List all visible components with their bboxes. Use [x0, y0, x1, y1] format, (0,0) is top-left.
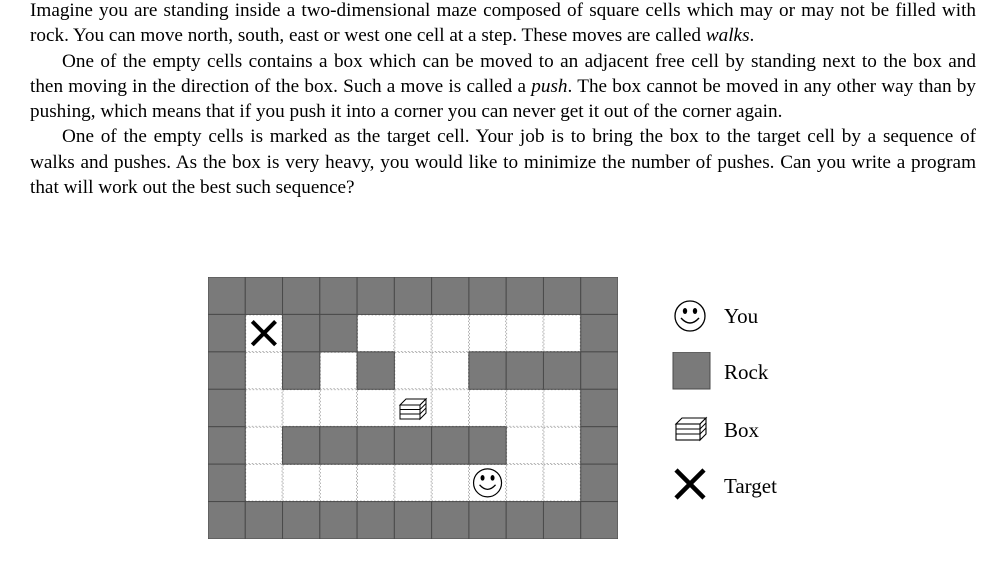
- text-run: One of the empty cells is marked as the target cell. Your job is to bring the box to the target cell by a sequence of walks and pushes. As the box is very heavy, you would like to minimize the number of pushes. Can you write a program that will work out the best such sequence?: [30, 126, 976, 199]
- rock-cell: [357, 502, 394, 539]
- rock-cell: [208, 502, 245, 539]
- italic-term: push: [531, 75, 568, 97]
- rock-cell: [432, 277, 469, 314]
- rock-icon: [672, 352, 712, 392]
- rock-cell: [581, 277, 618, 314]
- free-cell: [358, 465, 394, 501]
- rock-cell: [543, 352, 580, 389]
- free-cell: [507, 427, 543, 463]
- box-icon: [672, 410, 712, 450]
- free-cell: [544, 465, 580, 501]
- rock-cell: [581, 502, 618, 539]
- rock-cell: [320, 502, 357, 539]
- rock-cell: [357, 352, 394, 389]
- free-cell: [395, 352, 431, 388]
- legend-label-you: You: [724, 304, 759, 328]
- maze-grid: [208, 277, 618, 539]
- rock-cell: [581, 464, 618, 501]
- free-cell: [469, 315, 505, 351]
- italic-term: walks: [705, 25, 750, 47]
- free-cell: [358, 390, 394, 426]
- rock-cell: [581, 389, 618, 426]
- free-cell: [432, 315, 468, 351]
- rock-cell: [432, 427, 469, 464]
- text-run: . The box cannot be moved in any other way than by pushing, which means that if you push it into a corner you can never get it out of the corner again.: [30, 75, 976, 123]
- rock-cell: [469, 352, 506, 389]
- rock-cell: [320, 314, 357, 351]
- free-cell: [507, 390, 543, 426]
- maze-figure: [208, 277, 618, 539]
- rock-cell: [208, 427, 245, 464]
- smiley-icon: [672, 296, 712, 336]
- box-icon: [400, 399, 426, 419]
- rock-cell: [581, 314, 618, 351]
- rock-cell: [320, 427, 357, 464]
- text-run: One of the empty cells contains a box which can be moved to an adjacent free cell by standing next to the box and then moving in the direction of the box. Such a move is called a: [30, 50, 976, 97]
- free-cell: [544, 390, 580, 426]
- legend-item-you: [672, 296, 872, 336]
- free-cell: [432, 465, 468, 501]
- paragraph-walks: [30, 0, 976, 49]
- free-cell: [320, 465, 356, 501]
- free-cell: [432, 390, 468, 426]
- rock-cell: [506, 277, 543, 314]
- legend-label-rock: Rock: [724, 360, 769, 384]
- free-cell: [320, 352, 356, 388]
- rock-cell: [357, 277, 394, 314]
- rock-cell: [245, 502, 282, 539]
- rock-cell: [469, 502, 506, 539]
- rock-cell: [506, 352, 543, 389]
- target-x-icon: [672, 466, 712, 506]
- rock-cell: [283, 352, 320, 389]
- rock-cell: [469, 277, 506, 314]
- free-cell: [507, 465, 543, 501]
- rock-cell: [245, 277, 282, 314]
- paragraph-push: [30, 49, 976, 125]
- legend-item-target: [672, 466, 872, 506]
- free-cell: [246, 352, 282, 388]
- rock-cell: [283, 314, 320, 351]
- free-cell: [283, 465, 319, 501]
- rock-cell: [432, 502, 469, 539]
- free-cell: [246, 390, 282, 426]
- rock-cell: [581, 352, 618, 389]
- rock-cell: [208, 314, 245, 351]
- free-cell: [283, 390, 319, 426]
- legend-item-rock: [672, 352, 872, 392]
- legend: [672, 296, 872, 506]
- rock-cell: [283, 277, 320, 314]
- rock-cell: [208, 277, 245, 314]
- text-run: Imagine you are standing inside a two-dimensional maze composed of square cells which may or may not be filled with rock. You can move north, south, east or west one cell at a step. These moves are called: [30, 0, 976, 47]
- free-cell: [507, 315, 543, 351]
- free-cell: [544, 315, 580, 351]
- rock-cell: [394, 502, 431, 539]
- free-cell: [246, 465, 282, 501]
- free-cell: [320, 390, 356, 426]
- rock-cell: [283, 427, 320, 464]
- legend-label-box: Box: [724, 418, 760, 442]
- rock-cell: [506, 502, 543, 539]
- rock-cell: [581, 427, 618, 464]
- rock-cell: [469, 427, 506, 464]
- free-cell: [395, 315, 431, 351]
- free-cell: [432, 352, 468, 388]
- problem-statement: [30, 0, 976, 200]
- free-cell: [395, 465, 431, 501]
- rock-cell: [208, 389, 245, 426]
- rock-cell: [543, 502, 580, 539]
- rock-cell: [208, 464, 245, 501]
- rock-cell: [394, 277, 431, 314]
- rock-cell: [283, 502, 320, 539]
- rock-cell: [357, 427, 394, 464]
- legend-item-box: [672, 410, 872, 450]
- legend-label-target: Target: [724, 474, 777, 498]
- rock-cell: [208, 352, 245, 389]
- text-run: .: [749, 25, 755, 47]
- free-cell: [246, 427, 282, 463]
- rock-cell: [320, 277, 357, 314]
- rock-cell: [543, 277, 580, 314]
- free-cell: [358, 315, 394, 351]
- rock-cell: [394, 427, 431, 464]
- paragraph-target: [30, 124, 976, 200]
- free-cell: [544, 427, 580, 463]
- free-cell: [469, 390, 505, 426]
- smiley-icon: [474, 469, 502, 497]
